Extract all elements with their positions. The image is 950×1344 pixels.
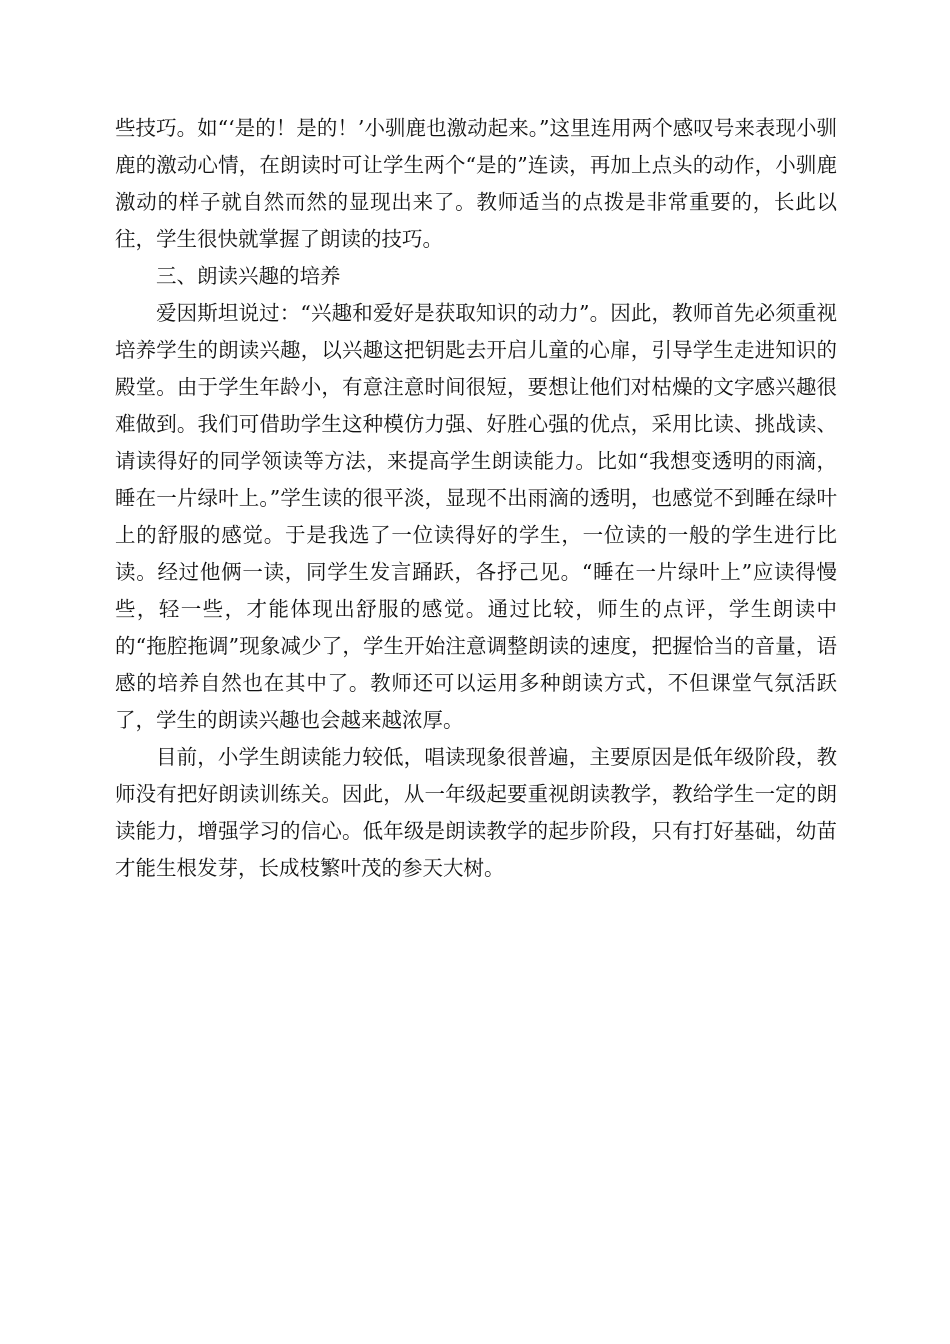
document-body bbox=[115, 110, 837, 887]
paragraph-conclusion: 目前，小学生朗读能力较低，唱读现象很普遍，主要原因是低年级阶段，教师没有把好朗读训练关。因此，从一年级起要重视朗读教学，教给学生一定的朗读能力，增强学习的信心。低年级是朗读教学的起步阶段，只有打好基础，幼苗才能生根发芽，长成枝繁叶茂的参天大树。 bbox=[115, 745, 837, 880]
paragraph-continued: 些技巧。如“‘是的！是的！’小驯鹿也激动起来。”这里连用两个感叹号来表现小驯鹿的激动心情，在朗读时可让学生两个“是的”连读，再加上点头的动作，小驯鹿激动的样子就自然而然的显现出来了。教师适当的点拨是非常重要的，长此以往，学生很快就掌握了朗读的技巧。 bbox=[115, 116, 837, 251]
section-heading: 三、朗读兴趣的培养 bbox=[156, 264, 341, 288]
paragraph-interest: 爱因斯坦说过：“兴趣和爱好是获取知识的动力”。因此，教师首先必须重视培养学生的朗读兴趣，以兴趣这把钥匙去开启儿童的心扉，引导学生走进知识的殿堂。由于学生年龄小，有意注意时间很短，要想让他们对枯燥的文字感兴趣很难做到。我们可借助学生这种模仿力强、好胜心强的优点，采用比读、挑战读、请读得好的同学领读等方法，来提高学生朗读能力。比如“我想变透明的雨滴，睡在一片绿叶上。”学生读的很平淡，显现不出雨滴的透明，也感觉不到睡在绿叶上的舒服的感觉。于是我选了一位读得好的学生，一位读的一般的学生进行比读。经过他俩一读，同学生发言踊跃，各抒己见。“睡在一片绿叶上”应读得慢些，轻一些，才能体现出舒服的感觉。通过比较，师生的点评，学生朗读中的“拖腔拖调”现象减少了，学生开始注意调整朗读的速度，把握恰当的音量，语感的培养自然也在其中了。教师还可以运用多种朗读方式，不但课堂气氛活跃了，学生的朗读兴趣也会越来越浓厚。 bbox=[115, 301, 837, 732]
